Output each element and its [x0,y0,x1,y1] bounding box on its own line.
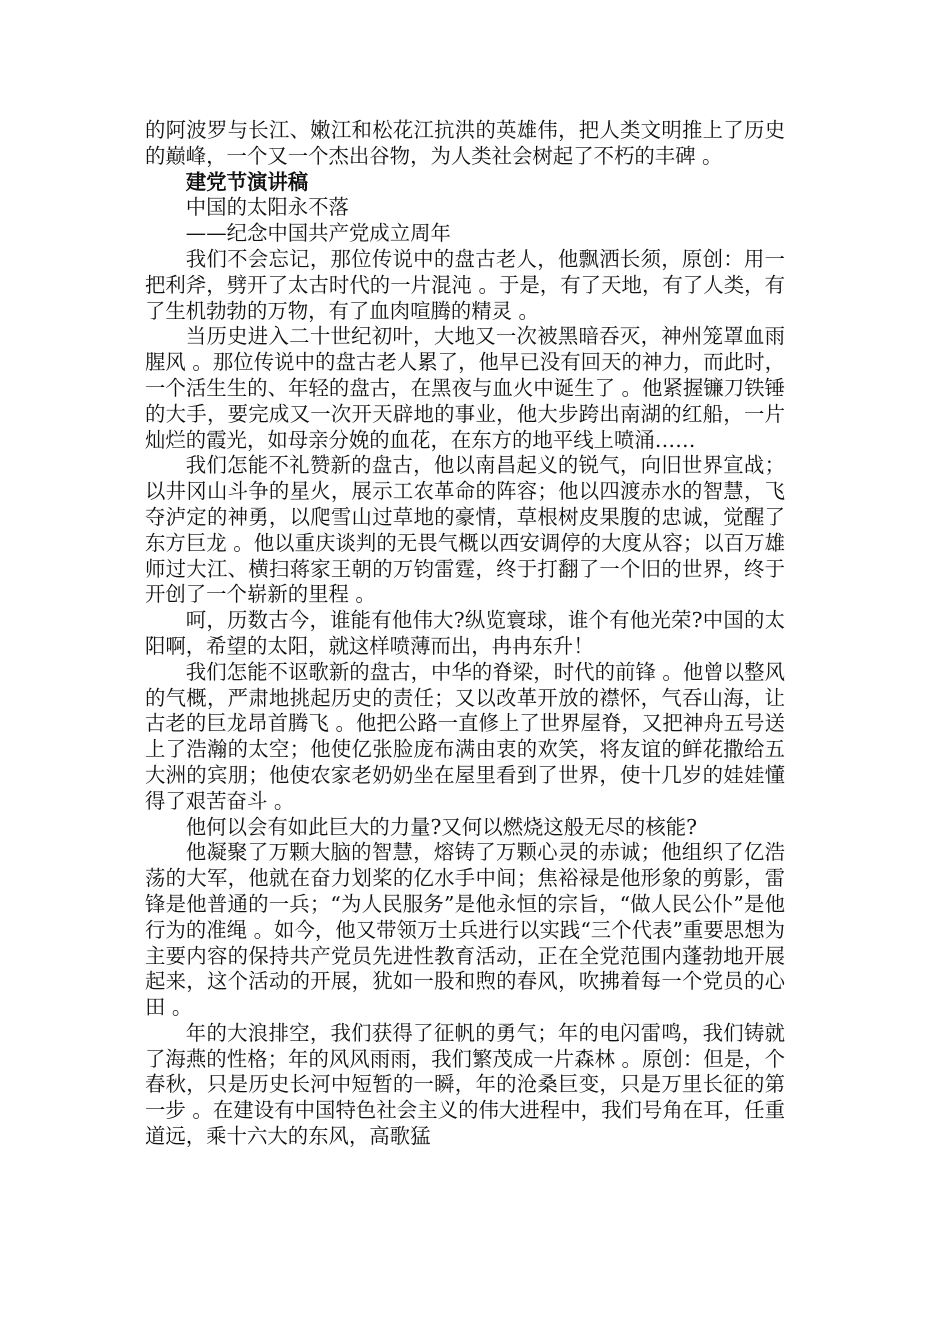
body-paragraph-5: 我们怎能不讴歌新的盘古，中华的脊梁，时代的前锋 。他曾以整风的气概，严肃地挑起历史的责任；又以改革开放的襟怀，气吞山海，让古老的巨龙昂首腾飞 。他把公路一直修上了世界屋脊，又把神舟五号送上了浩瀚的太空；他使亿张脸庞布满由衷的欢笑，将友谊的鲜花撒给五大洲的宾朋；他使农家老奶奶坐在屋里看到了世界，使十几岁的娃娃懂得了艰苦奋斗 。 [145,659,785,813]
body-paragraph-6: 他何以会有如此巨大的力量?又何以燃烧这般无尽的核能? [185,814,698,839]
body-paragraph-7: 他凝聚了万颗大脑的智慧，熔铸了万颗心灵的赤诚；他组织了亿浩荡的大军，他就在奋力划桨的亿水手中间；焦裕禄是他形象的剪影，雷锋是他普通的一兵；“为人民服务”是他永恒的宗旨，“做人民公仆”是他行为的准绳 。如今，他又带领万士兵进行以实践“三个代表”重要思想为主要内容的保持共产党员先进性教育活动，正在全党范围内蓬勃地开展起来，这个活动的开展，犹如一股和煦的春风，吹拂着每一个党员的心田 。 [145,840,785,1020]
body-paragraph-3: 我们怎能不礼赞新的盘古，他以南昌起义的锐气，向旧世界宣战；以井冈山斗争的星火，展示工农革命的阵容；他以四渡赤水的智慧，飞夺泸定的神勇，以爬雪山过草地的豪情，草根树皮果腹的忠诚，觉醒了东方巨龙 。他以重庆谈判的无畏气概以西安调停的大度从容；以百万雄师过大江、横扫蒋家王朝的万钧雷霆，终于打翻了一个旧的世界，终于开创了一个崭新的里程 。 [145,453,785,607]
body-paragraph-1: 我们不会忘记，那位传说中的盘古老人，他飘洒长须，原创：用一把利斧，劈开了太古时代的一片混沌 。于是，有了天地，有了人类，有了生机勃勃的万物，有了血肉喧腾的精灵 。 [145,246,785,323]
speech-subtitle: ——纪念中国共产党成立周年 [185,221,451,246]
body-paragraph-4: 呵，历数古今，谁能有他伟大?纵览寰球，谁个有他光荣?中国的太阳啊，希望的太阳，就这样喷薄而出，冉冉东升！ [145,608,785,658]
section-heading: 建党节演讲稿 [185,169,309,194]
document-page [145,118,785,1150]
body-paragraph-8: 年的大浪排空，我们获得了征帆的勇气；年的电闪雷鸣，我们铸就了海燕的性格；年的风风雨雨，我们繁茂成一片森林 。原创：但是，个春秋，只是历史长河中短暂的一瞬，年的沧桑巨变，只是万里长征的第一步 。在建设有中国特色社会主义的伟大进程中，我们号角在耳，任重道远，乘十六大的东风，高歌猛 [145,1020,785,1149]
speech-title: 中国的太阳永不落 [185,195,349,220]
body-paragraph-2: 当历史进入二十世纪初叶，大地又一次被黑暗吞灭，神州笼罩血雨腥风 。那位传说中的盘古老人累了，他早已没有回天的神力，而此时，一个活生生的、年轻的盘古，在黑夜与血火中诞生了 。他紧握镰刀铁锤的大手，要完成又一次开天辟地的事业，他大步跨出南湖的红船，一片灿烂的霞光，如母亲分娩的血花，在东方的地平线上喷涌…… [145,324,785,452]
continuation-paragraph: 的阿波罗与长江、嫩江和松花江抗洪的英雄伟，把人类文明推上了历史的巅峰，一个又一个杰出谷物，为人类社会树起了不朽的丰碑 。 [145,118,785,168]
